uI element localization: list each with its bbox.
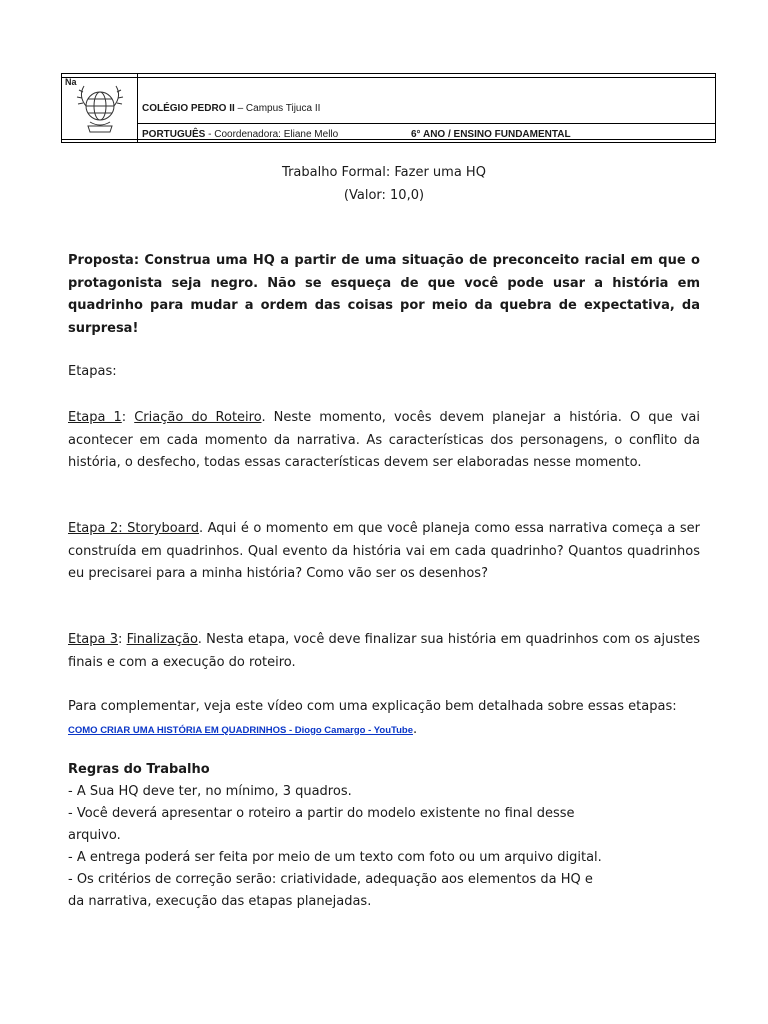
complement-paragraph — [68, 696, 700, 741]
etapa1-sep: : — [121, 410, 135, 425]
proposal-paragraph: Proposta: Construa uma HQ a partir de uma situação de preconceito racial em que o protagonista seja negro. Não se esqueça de que você pode usar a história em quadrinho para mudar a ordem das coisas por meio da quebra de expectativa, da surpresa! — [68, 253, 700, 336]
etapa2-label: Etapa 2: Storyboard — [68, 521, 199, 536]
etapa1-paragraph — [68, 407, 700, 475]
etapa3-sep: : — [117, 632, 127, 647]
school-line — [142, 103, 320, 114]
campus-name: – Campus Tijuca II — [234, 103, 321, 114]
etapas-heading: Etapas: — [68, 364, 117, 379]
rule-item: - Os critérios de correção serão: criatividade, adequação aos elementos da HQ e — [68, 872, 593, 887]
etapa3-label: Etapa 3 — [68, 632, 118, 647]
etapa1-text: . Neste momento, vocês devem planejar a história. O que vai acontecer em cada momento da narrativa. As características dos personagens, o conflito da história, o desfecho, todas essas características devem ser elaboradas nesse momento. — [68, 410, 701, 470]
etapa2-paragraph — [68, 518, 700, 586]
subject-name: PORTUGUÊS — [142, 129, 206, 140]
coordinator-name: - Coordenadora: Eliane Mello — [205, 129, 339, 140]
rule-item: - A Sua HQ deve ter, no mínimo, 3 quadros. — [68, 784, 352, 799]
school-name: COLÉGIO PEDRO II — [142, 103, 235, 114]
etapa1-name: Criação do Roteiro — [134, 410, 262, 425]
rule-item: da narrativa, execução das etapas planejadas. — [68, 894, 372, 909]
etapa3-paragraph — [68, 629, 700, 674]
complement-text: Para complementar, veja este vídeo com uma explicação bem detalhada sobre essas etapas: — [68, 699, 677, 714]
etapa3-name: Finalização — [126, 632, 198, 647]
rule-item: arquivo. — [68, 828, 121, 843]
complement-end: . — [412, 721, 418, 737]
youtube-video-link[interactable]: COMO CRIAR UMA HISTÓRIA EM QUADRINHOS - Diogo Camargo - YouTube — [68, 724, 413, 736]
page-title: Trabalho Formal: Fazer uma HQ — [282, 165, 486, 180]
etapa2-text: . Aqui é o momento em que você planeja como essa narrativa começa a ser construída em quadrinhos. Qual evento da história vai em cada quadrinho? Quantos quadrinhos eu precisarei para a minha história? Como vão ser os desenhos? — [68, 521, 700, 581]
na-label: Na — [65, 77, 77, 87]
rules-heading: Regras do Trabalho — [68, 762, 210, 777]
header-row-divider — [137, 123, 715, 124]
etapa1-label: Etapa 1 — [68, 410, 122, 425]
school-seal-icon — [74, 82, 126, 138]
header-box — [61, 73, 716, 143]
rule-item: - Você deverá apresentar o roteiro a partir do modelo existente no final desse — [68, 806, 575, 821]
grade-label: 6° ANO / ENSINO FUNDAMENTAL — [411, 129, 571, 140]
etapa3-text: . Nesta etapa, você deve finalizar sua história em quadrinhos com os ajustes finais e com a execução do roteiro. — [68, 632, 700, 670]
header-top-rule — [62, 77, 715, 78]
header-divider — [137, 74, 138, 142]
page-subtitle: (Valor: 10,0) — [343, 188, 425, 203]
subject-line — [142, 129, 338, 140]
rule-item: - A entrega poderá ser feita por meio de um texto com foto ou um arquivo digital. — [68, 850, 602, 865]
